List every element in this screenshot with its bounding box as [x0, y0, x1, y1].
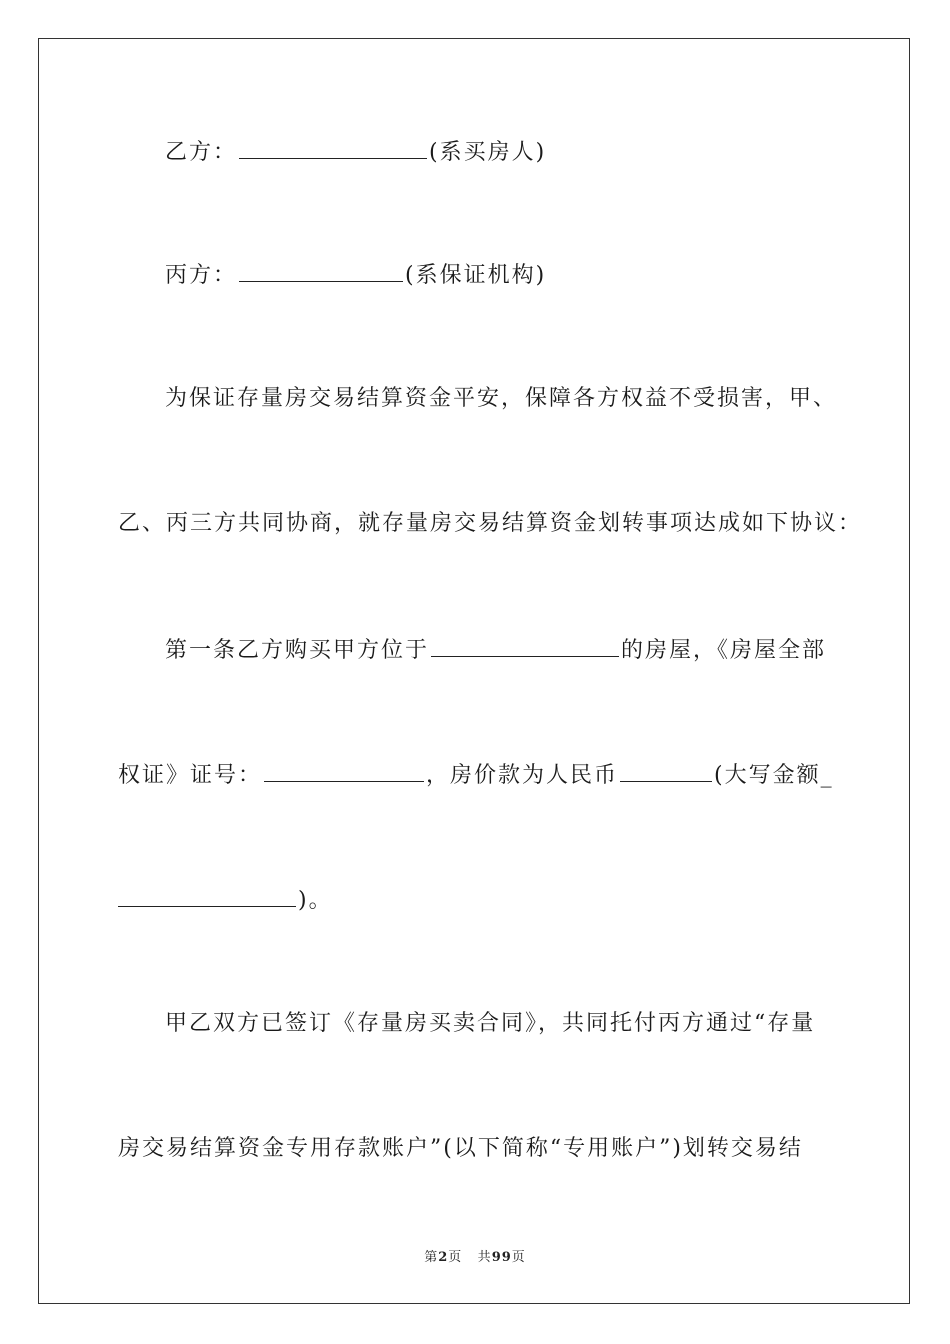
footer-page-suffix: 页 [448, 1250, 463, 1265]
party-b-blank [239, 136, 427, 159]
party-b-note: (系买房人) [429, 140, 547, 165]
party-c-line [165, 259, 845, 291]
article1-text-a: 第一条乙方购买甲方位于 [165, 638, 430, 663]
article1-text-b: 的房屋，《房屋全部 [621, 638, 827, 663]
party-b-line [165, 136, 845, 168]
page-footer [0, 1246, 950, 1265]
party-b-label: 乙方： [165, 140, 238, 165]
article1-line3 [118, 884, 838, 916]
price-blank [620, 759, 712, 782]
party-c-note: (系保证机构) [405, 263, 547, 288]
para1-line1: 为保证存量房交易结算资金平安，保障各方权益不受损害，甲、 [165, 386, 838, 411]
article1-text-c: 权证》证号： [118, 763, 263, 788]
party-c-blank [239, 259, 403, 282]
article1-line2 [118, 759, 838, 791]
para1-line2: 乙、丙三方共同协商，就存量房交易结算资金划转事项达成如下协议： [118, 511, 863, 536]
page-border [38, 38, 910, 1304]
party-c-label: 丙方： [165, 263, 238, 288]
amount-in-words-blank [118, 884, 296, 907]
article1-text-d: ，房价款为人民币 [426, 763, 619, 788]
house-location-blank [431, 634, 619, 657]
footer-total-prefix: 共 [477, 1250, 492, 1265]
footer-total-pages: 99 [491, 1250, 512, 1265]
article1-text-e: (大写金额_ [714, 763, 834, 788]
certificate-number-blank [264, 759, 424, 782]
article1-line1 [165, 634, 845, 666]
footer-total-suffix: 页 [511, 1250, 526, 1265]
footer-prefix: 第 [424, 1250, 439, 1265]
para2-line1: 甲乙双方已签订《存量房买卖合同》，共同托付丙方通过“存量 [165, 1011, 816, 1036]
article1-text-f: )。 [298, 888, 333, 913]
footer-page-number: 2 [438, 1250, 449, 1265]
para2-line2: 房交易结算资金专用存款账户”(以下简称“专用账户”)划转交易结 [118, 1136, 803, 1161]
